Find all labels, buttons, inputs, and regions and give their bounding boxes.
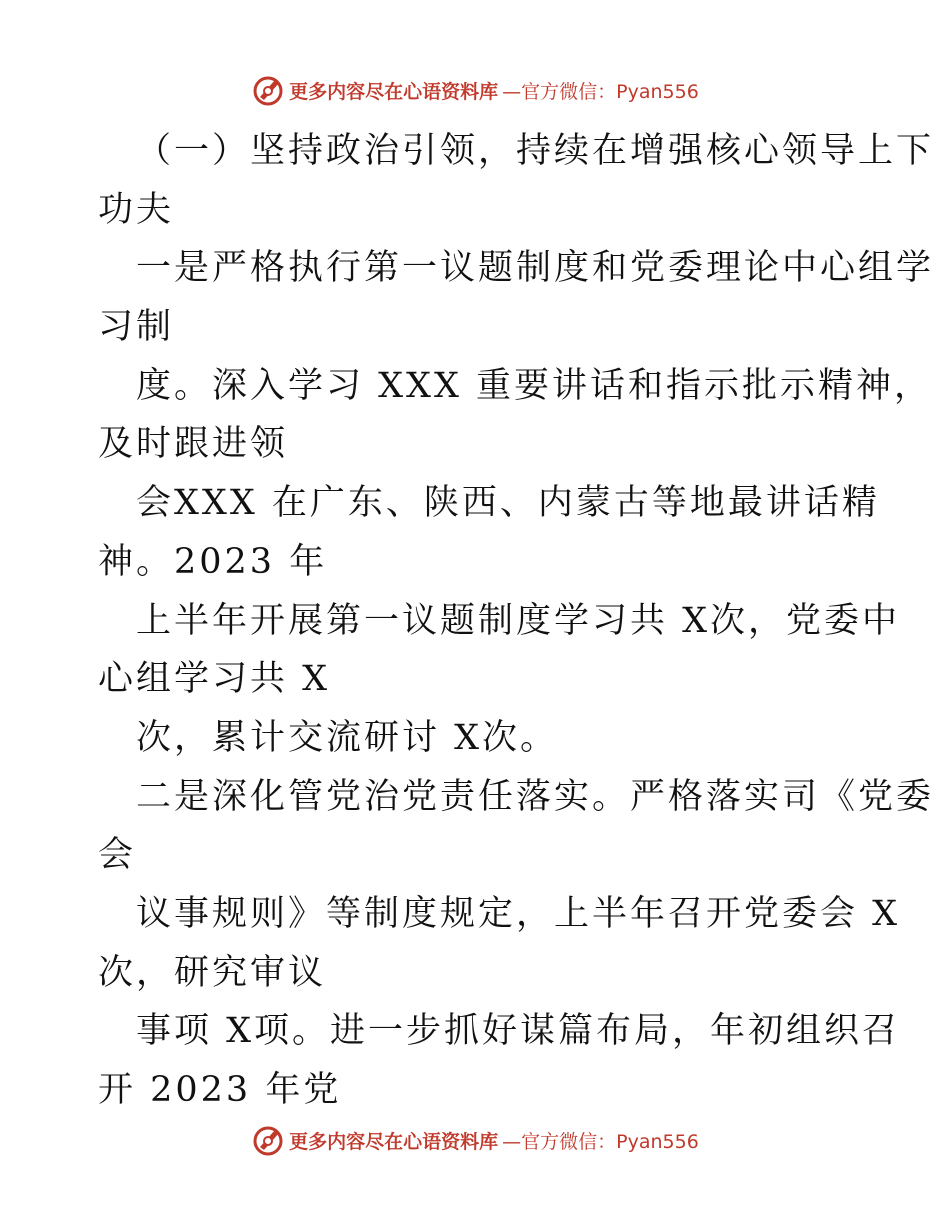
paragraph-line: 上半年开展第一议题制度学习共 X次，党委中: [136, 600, 901, 641]
paragraph-line: （一）坚持政治引领，持续在增强核心领导上下: [136, 131, 935, 171]
paragraph-line: 心组学习共 X: [98, 659, 331, 700]
paragraph-line: 次，研究审议: [98, 952, 327, 993]
paragraph-line: 事项 X项。进一步抓好谋篇布局，年初组织召: [136, 1011, 901, 1052]
paragraph-line: 一是严格执行第一议题制度和党委理论中心组学: [136, 248, 935, 289]
paragraph-line: 度。深入学习 XXX 重要讲话和指示批示精神，: [136, 365, 933, 406]
footer-slogan: 更多内容尽在心语资料库: [289, 1130, 499, 1153]
paragraph-line: 会XXX 在广东、陕西、内蒙古等地最讲话精: [136, 483, 880, 524]
paragraph-line: 及时跟进领: [98, 424, 289, 465]
paragraph-line: 开 2023 年党: [98, 1070, 342, 1110]
header-contact: —官方微信：Pyan556: [502, 80, 699, 103]
paragraph-line: 议事规则》等制度规定，上半年召开党委会 X: [136, 893, 901, 934]
paragraph-line: 二是深化管党治党责任落实。严格落实司《党委: [136, 776, 935, 817]
paragraph-line: 功夫: [98, 189, 175, 230]
paragraph-line: 会: [98, 835, 137, 876]
header-slogan: 更多内容尽在心语资料库: [289, 80, 499, 103]
paragraph-line: 神。2023 年: [98, 541, 328, 582]
footer-contact: —官方微信：Pyan556: [502, 1130, 699, 1153]
pen-circle-icon: [251, 73, 285, 107]
header-watermark-banner: [0, 70, 950, 110]
footer-watermark-banner: [0, 1120, 950, 1160]
paragraph-line: 次，累计交流研讨 X次。: [136, 717, 559, 758]
document-body: [98, 122, 935, 1120]
pen-circle-icon: [251, 1123, 285, 1157]
paragraph-line: 习制: [98, 307, 175, 348]
